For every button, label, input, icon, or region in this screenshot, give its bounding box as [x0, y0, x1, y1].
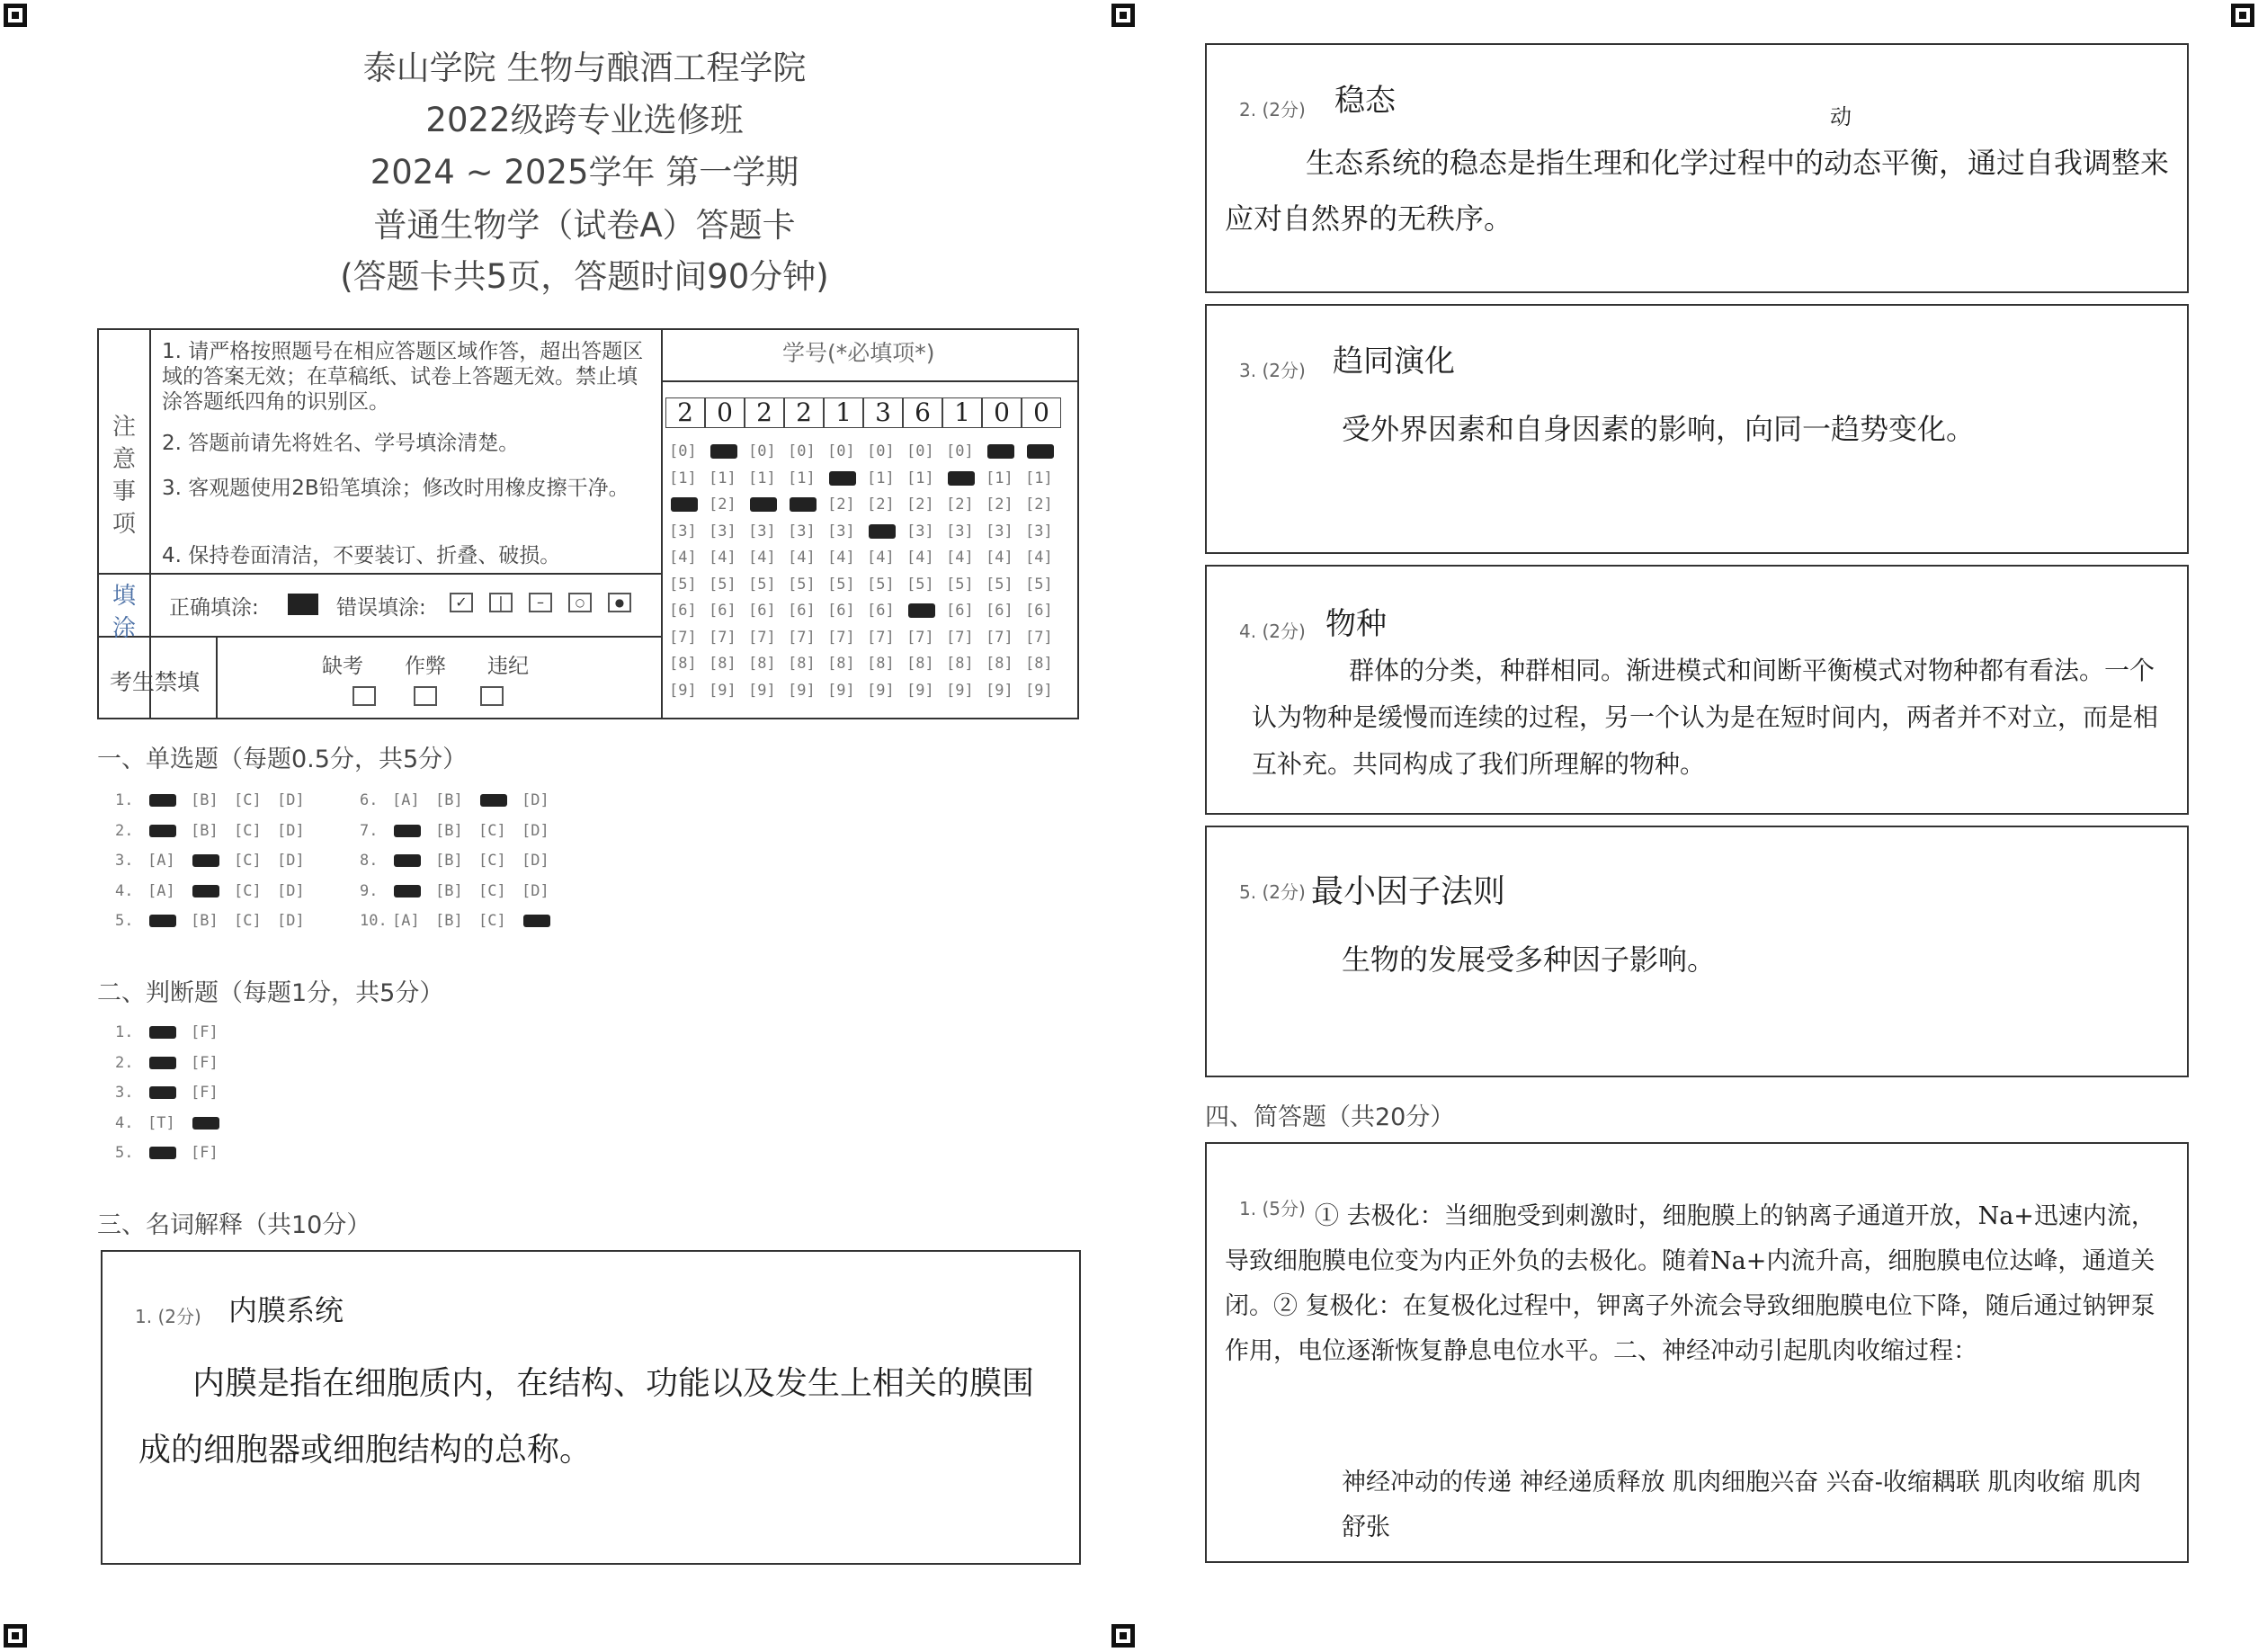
- id-bubble-filled[interactable]: [908, 603, 935, 618]
- term-answer-box-2: [1205, 43, 2189, 293]
- id-bubble[interactable]: [0]: [906, 442, 934, 460]
- corner-marker-bottom-left: [4, 1624, 27, 1648]
- id-bubble[interactable]: [1]: [669, 469, 697, 487]
- term-answer-box-5: [1205, 826, 2189, 1077]
- id-digit-9: 0: [982, 397, 1022, 428]
- single-choice-bubble[interactable]: [B]: [191, 821, 219, 840]
- id-bubble[interactable]: [1]: [788, 469, 816, 487]
- id-bubble[interactable]: [5]: [827, 575, 855, 594]
- id-bubble[interactable]: [9]: [709, 681, 736, 700]
- id-bubble[interactable]: [5]: [669, 575, 697, 594]
- id-bubble[interactable]: [5]: [906, 575, 934, 594]
- cheat-checkbox[interactable]: [414, 686, 437, 706]
- term-2-answer: 生态系统的稳态是指生理和化学过程中的动态平衡，通过自我调整来应对自然界的无秩序。: [1225, 146, 2170, 236]
- id-bubble[interactable]: [5]: [867, 575, 895, 594]
- id-bubble[interactable]: [3]: [906, 522, 934, 540]
- true-false-bubble-filled[interactable]: [149, 1086, 176, 1099]
- id-bubble[interactable]: [9]: [946, 681, 974, 700]
- correct-fill-sample: [288, 594, 318, 615]
- single-choice-bubble[interactable]: [A]: [147, 852, 175, 870]
- id-bubble[interactable]: [4]: [946, 549, 974, 567]
- single-choice-bubble[interactable]: [A]: [392, 912, 420, 930]
- true-false-bubble-filled[interactable]: [149, 1026, 176, 1039]
- term-answer-box-1: [101, 1250, 1081, 1565]
- id-bubble[interactable]: [9]: [669, 681, 697, 700]
- single-choice-bubble[interactable]: [D]: [522, 821, 549, 840]
- notice-item-1: 1. 请严格按照题号在相应答题区域作答，超出答题区域的答案无效；在草稿纸、试卷上答题无效。禁止填涂答题纸四角的识别区。: [162, 340, 644, 414]
- id-bubble[interactable]: [2]: [867, 496, 895, 513]
- id-bubble[interactable]: [2]: [709, 496, 736, 513]
- true-false-bubble-filled[interactable]: [149, 1147, 176, 1159]
- id-bubble-filled[interactable]: [1027, 444, 1054, 459]
- id-bubble[interactable]: [6]: [669, 602, 697, 620]
- true-false-bubble-filled[interactable]: [192, 1117, 219, 1130]
- true-false-bubble[interactable]: [F]: [191, 1023, 219, 1041]
- id-bubble[interactable]: [6]: [788, 602, 816, 620]
- id-bubble[interactable]: [3]: [1025, 522, 1053, 540]
- id-bubble[interactable]: [0]: [827, 442, 855, 460]
- wrong-fill-circle-icon: ○: [568, 593, 592, 612]
- single-choice-number: 2.: [115, 821, 134, 840]
- id-bubble[interactable]: [1]: [709, 469, 736, 487]
- single-choice-bubble-filled[interactable]: [523, 915, 550, 927]
- violation-label: 违纪: [487, 655, 529, 678]
- id-bubble[interactable]: [7]: [788, 628, 816, 647]
- id-bubble[interactable]: [3]: [946, 522, 974, 540]
- id-bubble[interactable]: [3]: [827, 522, 855, 540]
- wrong-fill-dash-icon: –: [529, 593, 552, 612]
- single-choice-bubble[interactable]: [B]: [191, 791, 219, 809]
- wrong-fill-label: 错误填涂:: [336, 596, 426, 620]
- id-bubble[interactable]: [9]: [788, 681, 816, 700]
- id-bubble[interactable]: [1]: [867, 469, 895, 487]
- id-bubble[interactable]: [6]: [986, 602, 1013, 620]
- id-bubble[interactable]: [7]: [867, 628, 895, 647]
- single-choice-bubble[interactable]: [D]: [277, 881, 305, 900]
- term-2-answer-superscript: 动: [1830, 104, 1852, 129]
- id-bubble[interactable]: [6]: [748, 602, 776, 620]
- single-choice-bubble[interactable]: [D]: [277, 791, 305, 809]
- term-2-term: 稳态: [1334, 83, 1396, 119]
- id-bubble[interactable]: [7]: [1025, 628, 1053, 647]
- single-choice-number: 7.: [360, 821, 379, 840]
- id-bubble[interactable]: [4]: [986, 549, 1013, 567]
- id-bubble[interactable]: [4]: [748, 549, 776, 567]
- id-bubble[interactable]: [4]: [906, 549, 934, 567]
- fill-label: 填涂: [112, 583, 136, 642]
- true-false-number: 3.: [115, 1084, 134, 1102]
- id-bubble-filled[interactable]: [948, 471, 975, 486]
- id-bubble[interactable]: [3]: [788, 522, 816, 540]
- single-choice-number: 6.: [360, 791, 379, 809]
- id-bubble-filled[interactable]: [987, 444, 1014, 459]
- notice-item-4: 4. 保持卷面清洁，不要装订、折叠、破损。: [162, 544, 561, 567]
- id-bubble[interactable]: [4]: [669, 549, 697, 567]
- term-4-label: 4. (2分): [1239, 621, 1306, 642]
- single-choice-bubble[interactable]: [B]: [435, 912, 463, 930]
- id-digit-10: 0: [1022, 397, 1061, 428]
- id-bubble[interactable]: [4]: [867, 549, 895, 567]
- id-bubble[interactable]: [8]: [827, 655, 855, 673]
- id-bubble[interactable]: [1]: [748, 469, 776, 487]
- id-bubble[interactable]: [0]: [748, 442, 776, 460]
- true-false-number: 5.: [115, 1144, 134, 1162]
- id-bubble[interactable]: [6]: [946, 602, 974, 620]
- section-single-choice-title: 一、单选题（每题0.5分，共5分）: [97, 746, 468, 773]
- single-choice-bubble[interactable]: [C]: [478, 852, 506, 870]
- header-class: 2022级跨专业选修班: [425, 101, 744, 139]
- id-digit-3: 2: [745, 397, 784, 428]
- id-digit-2: 0: [705, 397, 745, 428]
- id-bubble[interactable]: [7]: [827, 628, 855, 647]
- notice-label: 注意事项: [112, 414, 136, 538]
- term-1-answer: 内膜是指在细胞质内，在结构、功能以及发生上相关的膜围成的细胞器或细胞结构的总称。: [138, 1365, 1035, 1469]
- term-5-term: 最小因子法则: [1311, 873, 1506, 910]
- id-bubble[interactable]: [2]: [986, 496, 1013, 513]
- id-bubble[interactable]: [8]: [986, 655, 1013, 673]
- single-choice-bubble-filled[interactable]: [192, 854, 219, 867]
- section-terms-title: 三、名词解释（共10分）: [97, 1211, 371, 1239]
- single-choice-bubble[interactable]: [B]: [435, 821, 463, 840]
- single-choice-bubble-filled[interactable]: [394, 825, 421, 837]
- term-5-label: 5. (2分): [1239, 881, 1306, 903]
- id-digit-7: 6: [903, 397, 942, 428]
- id-bubble[interactable]: [8]: [709, 655, 736, 673]
- id-bubble[interactable]: [6]: [1025, 602, 1053, 620]
- id-bubble[interactable]: [5]: [946, 575, 974, 594]
- absent-checkbox[interactable]: [353, 686, 376, 706]
- forbidden-label: 考生禁填: [110, 669, 201, 695]
- single-choice-number: 4.: [115, 881, 134, 900]
- cheat-label: 作弊: [405, 655, 446, 678]
- id-bubble[interactable]: [8]: [748, 655, 776, 673]
- wrong-fill-bar-icon: |: [489, 593, 513, 612]
- wrong-fill-dot-icon: ●: [608, 593, 631, 612]
- id-bubble[interactable]: [3]: [669, 522, 697, 540]
- id-bubble[interactable]: [5]: [1025, 575, 1053, 594]
- true-false-number: 1.: [115, 1023, 134, 1041]
- single-choice-bubble[interactable]: [C]: [234, 881, 262, 900]
- violation-checkbox[interactable]: [480, 686, 504, 706]
- single-choice-number: 10.: [360, 912, 388, 930]
- id-bubble-filled[interactable]: [869, 524, 896, 539]
- term-3-answer: 受外界因素和自身因素的影响，向同一趋势变化。: [1342, 412, 1976, 446]
- single-choice-bubble[interactable]: [D]: [277, 852, 305, 870]
- notice-item-2: 2. 答题前请先将姓名、学号填涂清楚。: [162, 432, 520, 455]
- corner-marker-top-middle: [1111, 4, 1135, 27]
- absent-label: 缺考: [322, 655, 363, 678]
- single-choice-bubble-filled[interactable]: [394, 854, 421, 867]
- id-digit-6: 3: [863, 397, 903, 428]
- id-bubble[interactable]: [8]: [1025, 655, 1053, 673]
- wrong-fill-check-icon: ✓: [450, 593, 473, 612]
- single-choice-number: 1.: [115, 791, 134, 809]
- single-choice-number: 3.: [115, 852, 134, 870]
- id-bubble[interactable]: [1]: [986, 469, 1013, 487]
- header-exam-info: (答题卡共5页，答题时间90分钟): [340, 257, 829, 296]
- id-bubble[interactable]: [7]: [906, 628, 934, 647]
- id-bubble[interactable]: [7]: [748, 628, 776, 647]
- single-choice-bubble-filled[interactable]: [149, 915, 176, 927]
- single-choice-bubble-filled[interactable]: [394, 885, 421, 897]
- id-digit-1: 2: [665, 397, 705, 428]
- term-2-label: 2. (2分): [1239, 99, 1306, 121]
- corner-marker-bottom-middle: [1111, 1624, 1135, 1648]
- true-false-bubble-filled[interactable]: [149, 1057, 176, 1069]
- single-choice-bubble[interactable]: [D]: [522, 881, 549, 900]
- id-digit-8: 1: [942, 397, 982, 428]
- id-bubble[interactable]: [4]: [788, 549, 816, 567]
- id-bubble[interactable]: [0]: [867, 442, 895, 460]
- id-bubble[interactable]: [8]: [867, 655, 895, 673]
- single-choice-bubble[interactable]: [D]: [277, 821, 305, 840]
- id-bubble[interactable]: [0]: [788, 442, 816, 460]
- id-bubble[interactable]: [8]: [906, 655, 934, 673]
- term-4-term: 物种: [1325, 606, 1387, 642]
- id-bubble[interactable]: [7]: [669, 628, 697, 647]
- corner-marker-top-right: [2231, 4, 2254, 27]
- id-bubble[interactable]: [8]: [669, 655, 697, 673]
- single-choice-bubble[interactable]: [C]: [234, 821, 262, 840]
- true-false-number: 2.: [115, 1053, 134, 1072]
- single-choice-bubble[interactable]: [C]: [234, 912, 262, 930]
- id-bubble[interactable]: [6]: [827, 602, 855, 620]
- id-bubble[interactable]: [2]: [827, 496, 855, 513]
- term-3-term: 趋同演化: [1333, 344, 1455, 380]
- single-choice-number: 5.: [115, 912, 134, 930]
- short-answer-1-answer: ① 去极化：当细胞受到刺激时，细胞膜上的钠离子通道开放，Na+迅速内流，导致细胞膜电位变为内正外负的去极化。随着Na+内流升高，细胞膜电位达峰，通道关闭。② 复极化：在复极化过程中，钾离子外流会导致细胞膜电位下降，随后通过钠钾泵作用，电位逐渐恢复静息电位水平。二、神经冲动引起肌肉收缩过程：: [1225, 1202, 2155, 1365]
- single-choice-number: 9.: [360, 881, 379, 900]
- single-choice-bubble-filled[interactable]: [480, 794, 507, 807]
- id-bubble[interactable]: [9]: [1025, 681, 1053, 700]
- correct-fill-label: 正确填涂:: [169, 596, 259, 620]
- short-answer-1-label: 1. (5分): [1239, 1198, 1306, 1219]
- id-bubble[interactable]: [6]: [709, 602, 736, 620]
- single-choice-bubble[interactable]: [D]: [277, 912, 305, 930]
- single-choice-number: 8.: [360, 852, 379, 870]
- single-choice-bubble[interactable]: [A]: [392, 791, 420, 809]
- id-bubble[interactable]: [2]: [946, 496, 974, 513]
- single-choice-bubble[interactable]: [D]: [522, 791, 549, 809]
- id-bubble[interactable]: [0]: [946, 442, 974, 460]
- header-exam-title: 普通生物学（试卷A）答题卡: [373, 206, 796, 245]
- single-choice-bubble[interactable]: [B]: [191, 912, 219, 930]
- term-1-label: 1. (2分): [135, 1306, 201, 1327]
- term-4-answer: 群体的分类，种群相同。渐进模式和间断平衡模式对物种都有看法。一个认为物种是缓慢而连续的过程，另一个认为是在短时间内，两者并不对立，而是相互补充。共同构成了我们所理解的物种。: [1252, 656, 2159, 779]
- section-true-false-title: 二、判断题（每题1分，共5分）: [97, 979, 444, 1007]
- id-digit-4: 2: [784, 397, 824, 428]
- true-false-bubble[interactable]: [F]: [191, 1144, 219, 1162]
- single-choice-bubble[interactable]: [C]: [478, 912, 506, 930]
- id-bubble[interactable]: [4]: [1025, 549, 1053, 567]
- id-bubble[interactable]: [1]: [906, 469, 934, 487]
- id-bubble[interactable]: [7]: [709, 628, 736, 647]
- id-bubble[interactable]: [8]: [788, 655, 816, 673]
- true-false-bubble[interactable]: [T]: [147, 1113, 175, 1132]
- single-choice-bubble[interactable]: [C]: [478, 821, 506, 840]
- student-id-label: 学号(*必填项*): [782, 340, 935, 366]
- id-bubble[interactable]: [5]: [986, 575, 1013, 594]
- section-short-answer-title: 四、简答题（共20分）: [1205, 1103, 1455, 1131]
- id-bubble[interactable]: [4]: [709, 549, 736, 567]
- id-bubble[interactable]: [5]: [748, 575, 776, 594]
- id-bubble[interactable]: [8]: [946, 655, 974, 673]
- id-bubble-filled[interactable]: [671, 497, 698, 512]
- id-bubble[interactable]: [9]: [906, 681, 934, 700]
- single-choice-bubble[interactable]: [B]: [435, 791, 463, 809]
- id-bubble-filled[interactable]: [790, 497, 817, 512]
- id-bubble-filled[interactable]: [750, 497, 777, 512]
- single-choice-bubble-filled[interactable]: [149, 825, 176, 837]
- id-bubble[interactable]: [2]: [906, 496, 934, 513]
- id-bubble[interactable]: [1]: [1025, 469, 1053, 487]
- true-false-number: 4.: [115, 1113, 134, 1132]
- header-term: 2024 ~ 2025学年 第一学期: [370, 153, 799, 192]
- term-1-term: 内膜系统: [228, 1293, 344, 1327]
- id-bubble[interactable]: [2]: [1025, 496, 1053, 513]
- header-school: 泰山学院 生物与酿酒工程学院: [362, 49, 807, 87]
- id-bubble[interactable]: [6]: [867, 602, 895, 620]
- term-5-answer: 生物的发展受多种因子影响。: [1342, 942, 1717, 977]
- single-choice-bubble[interactable]: [B]: [435, 881, 463, 900]
- short-answer-box-1: [1205, 1142, 2189, 1563]
- id-bubble[interactable]: [0]: [669, 442, 697, 460]
- id-bubble[interactable]: [3]: [986, 522, 1013, 540]
- id-bubble-filled[interactable]: [829, 471, 856, 486]
- id-digit-5: 1: [824, 397, 863, 428]
- term-3-label: 3. (2分): [1239, 360, 1306, 381]
- notice-item-3: 3. 客观题使用2B铅笔填涂；修改时用橡皮擦干净。: [162, 477, 629, 500]
- id-bubble[interactable]: [9]: [748, 681, 776, 700]
- single-choice-bubble[interactable]: [B]: [435, 852, 463, 870]
- single-choice-bubble[interactable]: [C]: [234, 791, 262, 809]
- single-choice-bubble[interactable]: [C]: [478, 881, 506, 900]
- single-choice-bubble-filled[interactable]: [149, 794, 176, 807]
- id-bubble[interactable]: [3]: [709, 522, 736, 540]
- id-bubble[interactable]: [7]: [986, 628, 1013, 647]
- id-bubble[interactable]: [5]: [709, 575, 736, 594]
- id-bubble[interactable]: [9]: [867, 681, 895, 700]
- id-bubble-filled[interactable]: [710, 444, 737, 459]
- id-bubble[interactable]: [3]: [748, 522, 776, 540]
- id-bubble[interactable]: [7]: [946, 628, 974, 647]
- id-bubble[interactable]: [9]: [986, 681, 1013, 700]
- single-choice-bubble[interactable]: [A]: [147, 881, 175, 900]
- term-answer-box-4: [1205, 565, 2189, 815]
- term-answer-box-3: [1205, 304, 2189, 554]
- single-choice-bubble-filled[interactable]: [192, 885, 219, 897]
- single-choice-bubble[interactable]: [D]: [522, 852, 549, 870]
- true-false-bubble[interactable]: [F]: [191, 1053, 219, 1072]
- id-bubble[interactable]: [5]: [788, 575, 816, 594]
- id-bubble[interactable]: [4]: [827, 549, 855, 567]
- single-choice-bubble[interactable]: [C]: [234, 852, 262, 870]
- corner-marker-top-left: [4, 4, 27, 27]
- true-false-bubble[interactable]: [F]: [191, 1084, 219, 1102]
- id-bubble[interactable]: [9]: [827, 681, 855, 700]
- short-answer-1-flow: 神经冲动的传递 神经递质释放 肌肉细胞兴奋 兴奋-收缩耦联 肌肉收缩 肌肉舒张: [1342, 1469, 2142, 1541]
